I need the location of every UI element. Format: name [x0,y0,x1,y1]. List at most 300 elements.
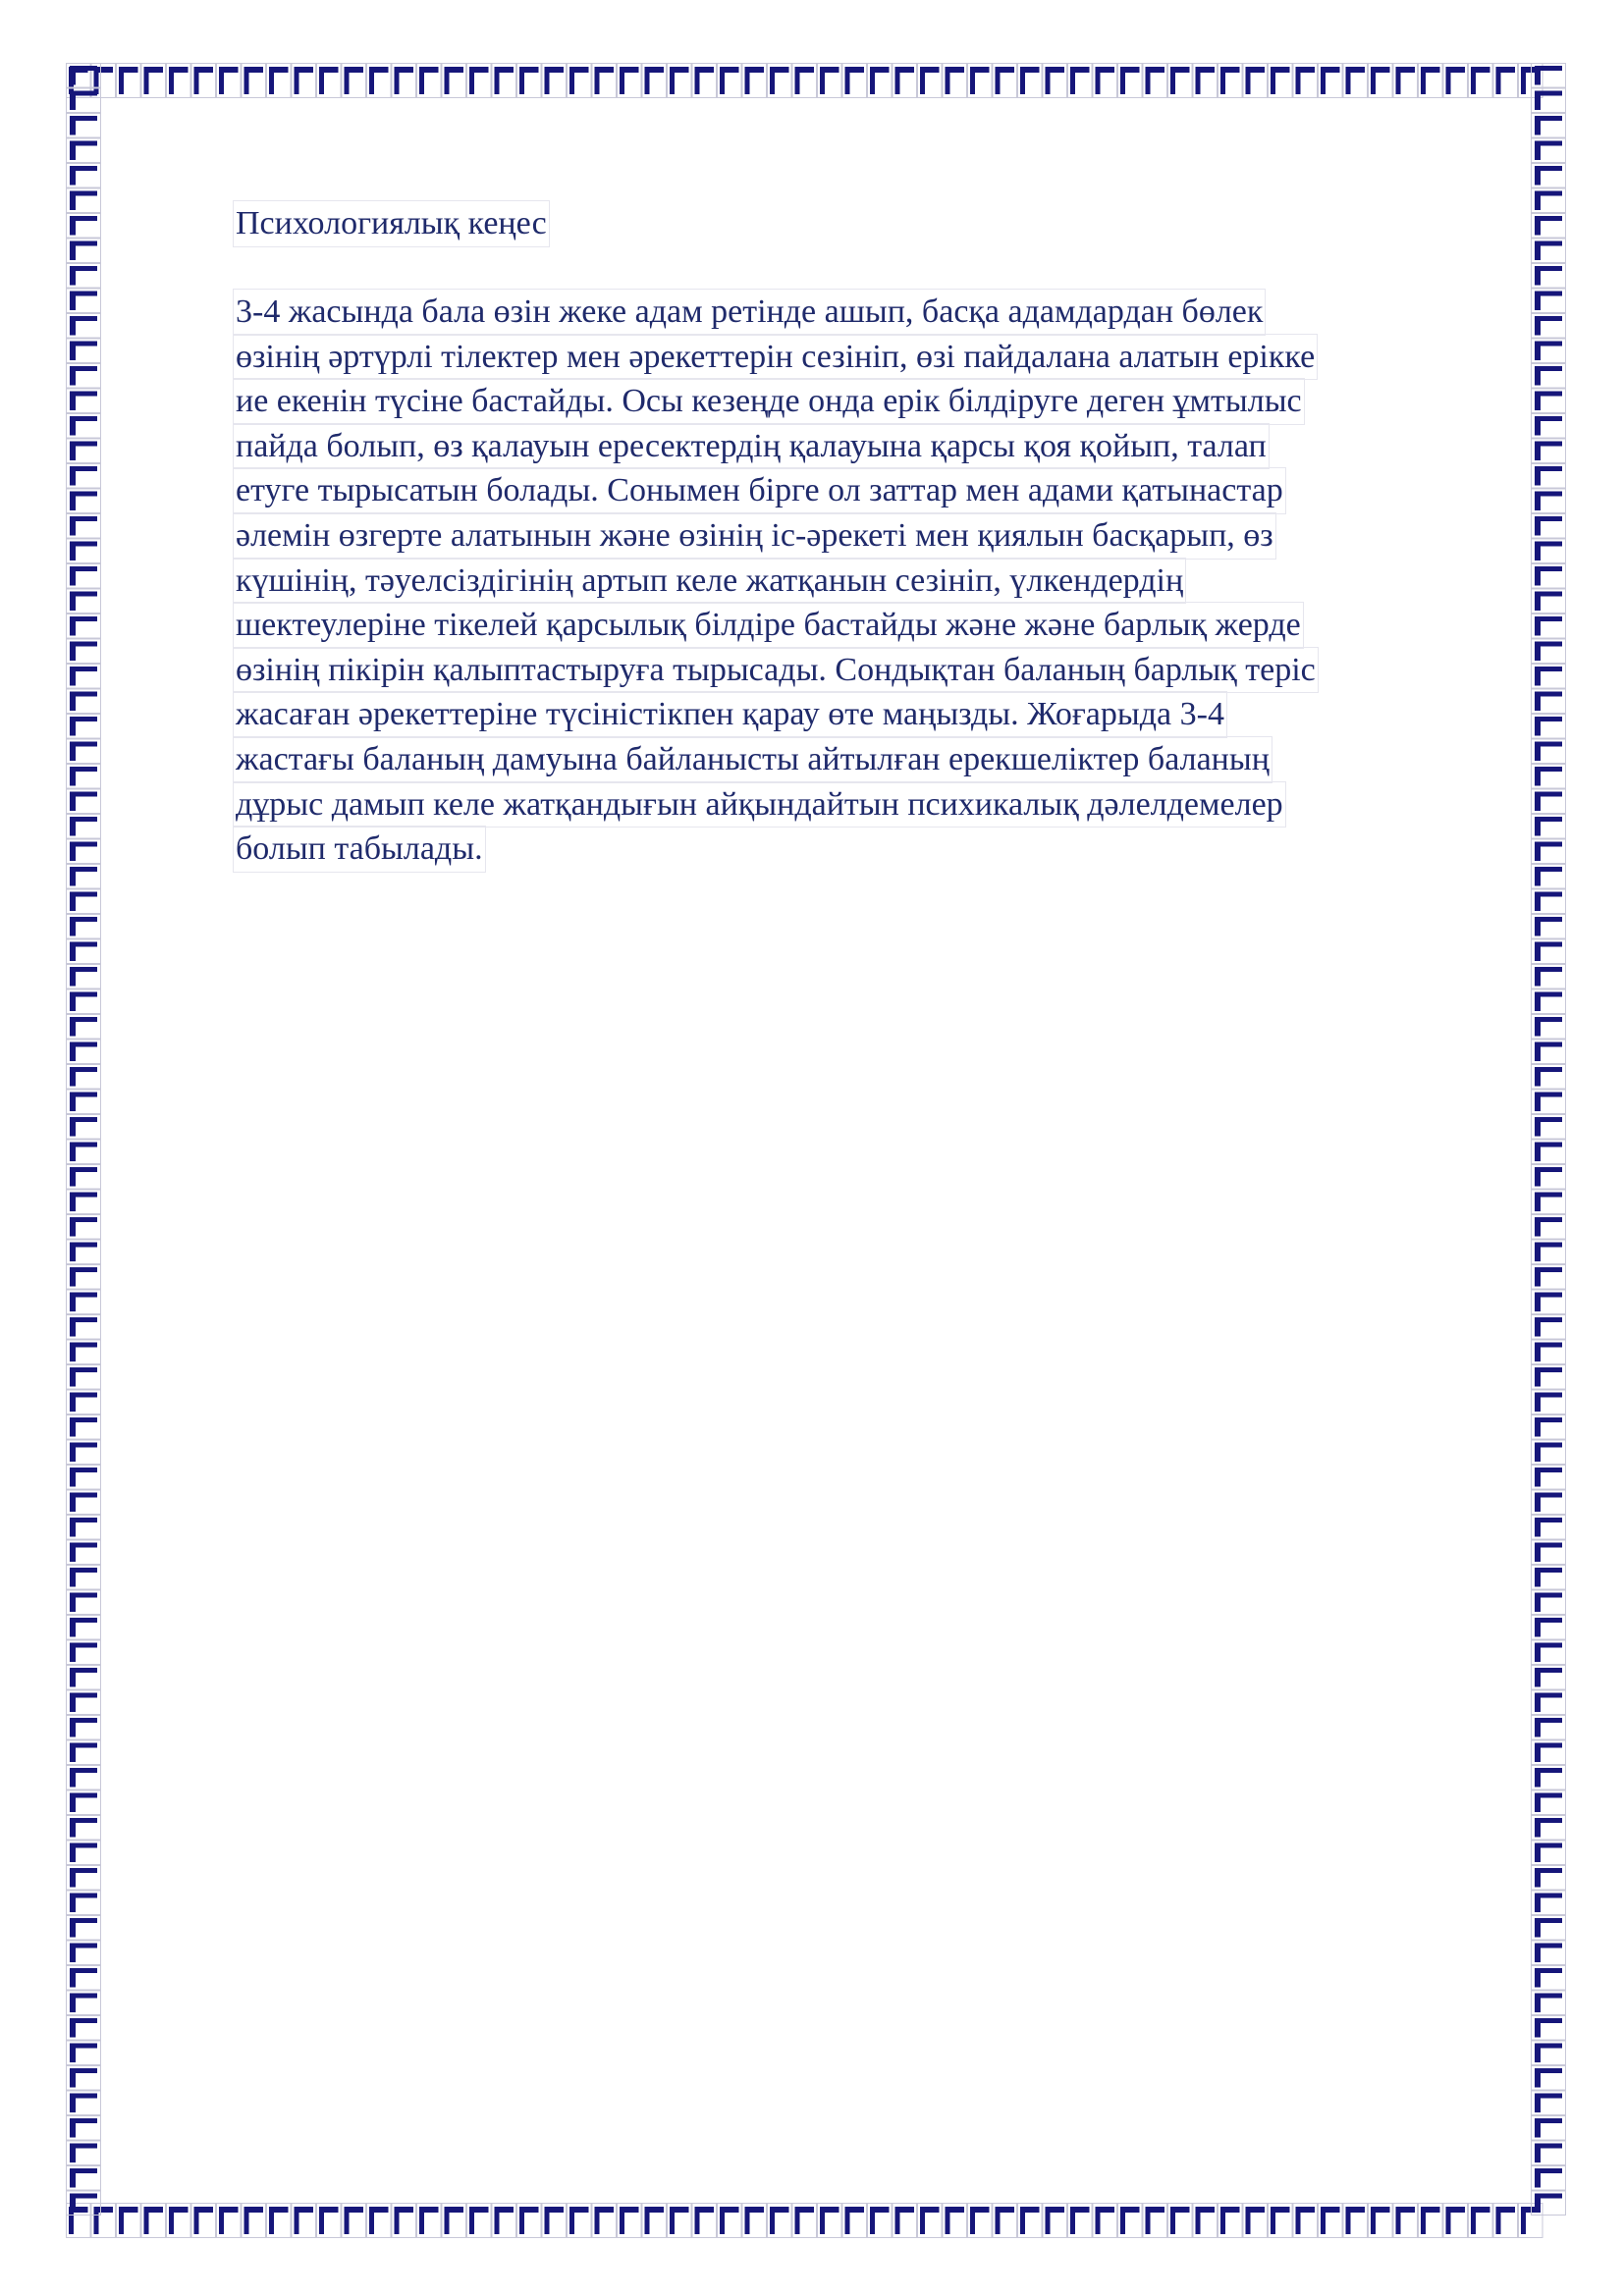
decorative-border-top [66,63,1566,98]
border-tile [67,88,101,113]
border-tile [1218,64,1243,98]
border-tile [67,64,101,88]
border-tile [67,1866,101,1891]
border-tile [1532,1290,1566,1314]
border-tile [1532,689,1566,714]
border-tile [1532,188,1566,213]
border-tile [67,2041,101,2065]
border-tile [1469,2204,1493,2238]
border-tile [1532,539,1566,563]
border-tile [67,1490,101,1515]
border-tile [67,1816,101,1841]
border-tile [1193,64,1218,98]
border-tile [1143,64,1167,98]
border-tile [292,2204,316,2238]
border-tile [1532,765,1566,789]
border-tile [1532,2166,1566,2191]
border-tile [1532,1015,1566,1040]
border-tile [67,989,101,1014]
border-tile [1532,1540,1566,1565]
border-tile [67,1740,101,1765]
border-tile [592,64,617,98]
border-tile [67,789,101,814]
border-tile [1532,1265,1566,1290]
border-tile [367,64,392,98]
border-tile [1269,2204,1293,2238]
border-tile [1118,2204,1143,2238]
border-tile [868,2204,893,2238]
border-tile [1532,1941,1566,1965]
border-tile [1393,2204,1418,2238]
border-tile [1218,2204,1243,2238]
border-tile [67,439,101,463]
text-line-wrapper [233,467,1489,512]
border-tile [67,965,101,989]
text-line-wrapper [233,691,1489,736]
border-tile [67,1616,101,1640]
border-tile [67,1690,101,1715]
border-tile [1532,1690,1566,1715]
border-tile [67,1516,101,1540]
border-tile [868,64,893,98]
border-tile [67,1165,101,1190]
border-tile [568,64,592,98]
text-line-wrapper [233,512,1489,558]
text-line: күшінің, тәуелсіздігінің артып келе жатқанын сезініп, үлкендердің [233,558,1186,605]
border-tile [1532,1440,1566,1465]
border-tile [1532,1115,1566,1140]
border-tile [1532,364,1566,389]
border-tile [267,64,292,98]
text-line: дұрыс дамып келе жатқандығын айқындайтын психикалық дәлелдемелер [233,781,1286,828]
border-tile [167,2204,191,2238]
border-tile [1532,564,1566,589]
border-tile [267,2204,292,2238]
border-tile [67,2016,101,2041]
border-tile [67,815,101,839]
border-tile [1093,64,1117,98]
border-tile [1018,64,1043,98]
border-tile [67,2066,101,2091]
border-tile [1293,2204,1318,2238]
border-tile [1093,2204,1117,2238]
border-tile [67,1790,101,1815]
border-tile [768,64,792,98]
border-tile [67,1240,101,1264]
border-tile [1532,1891,1566,1915]
border-tile [67,339,101,363]
border-tile [1532,1790,1566,1815]
decorative-border-left [66,63,101,2238]
border-tile [67,514,101,539]
border-tile [67,1015,101,1040]
border-tile [1532,1240,1566,1264]
border-tile [67,138,101,163]
border-tile [842,2204,867,2238]
border-tile [1532,839,1566,864]
border-tile [117,64,141,98]
border-tile [1532,1966,1566,1991]
border-tile [1532,1365,1566,1390]
border-tile [67,1140,101,1164]
border-tile [818,2204,842,2238]
border-tile [1532,1716,1566,1740]
border-tile [67,839,101,864]
border-tile [1168,2204,1193,2238]
text-line: ие екенін түсіне бастайды. Осы кезеңде онда ерік білдіруге деген ұмтылыс [233,378,1305,425]
border-tile [1532,1740,1566,1765]
border-tile [1532,614,1566,639]
border-tile [67,564,101,589]
border-tile [417,2204,442,2238]
border-tile [642,2204,667,2238]
border-tile [1532,939,1566,964]
border-tile [1532,1590,1566,1615]
border-tile [67,188,101,213]
text-line: жасаған әрекеттеріне түсіністікпен қарау өте маңызды. Жоғарыда 3-4 [233,691,1227,738]
border-tile [718,64,742,98]
border-tile [792,2204,817,2238]
border-tile [242,2204,266,2238]
border-tile [1532,214,1566,239]
border-tile [1532,915,1566,939]
border-tile [67,1315,101,1340]
border-tile [67,1666,101,1690]
border-tile [67,239,101,263]
border-tile [943,64,967,98]
text-line-wrapper [233,826,1489,871]
border-tile [392,64,416,98]
border-tile [1369,64,1393,98]
decorative-border-right [1531,63,1566,2238]
text-line-wrapper [233,647,1489,692]
border-tile [67,1340,101,1364]
border-tile [1532,1841,1566,1865]
border-tile [642,64,667,98]
border-tile [492,64,516,98]
border-tile [1469,64,1493,98]
border-tile [1532,414,1566,439]
border-tile [1532,1516,1566,1540]
border-tile [67,1190,101,1214]
document-title: Психологиялық кеңес [233,200,550,247]
border-tile [1532,164,1566,188]
text-line-wrapper [233,378,1489,423]
border-tile [1043,2204,1067,2238]
border-tile [1319,2204,1343,2238]
border-tile [67,1566,101,1590]
border-tile [1532,339,1566,363]
border-tile [1532,2041,1566,2065]
border-tile [1118,64,1143,98]
border-tile [1532,2141,1566,2165]
border-tile [1532,2066,1566,2091]
text-line: жастағы баланың дамуына байланысты айтылған ерекшеліктер баланың [233,736,1272,783]
border-tile [918,2204,943,2238]
border-tile [392,2204,416,2238]
text-line-wrapper [233,334,1489,379]
border-tile [1532,2116,1566,2141]
border-tile [1532,1490,1566,1515]
text-line: етуге тырысатын болады. Сонымен бірге ол заттар мен адами қатынастар [233,467,1286,514]
border-tile [1532,1215,1566,1240]
border-tile [67,1090,101,1114]
border-tile [67,289,101,313]
border-tile [692,64,717,98]
border-tile [1532,114,1566,138]
border-tile [1532,2091,1566,2115]
border-tile [1018,2204,1043,2238]
border-tile [67,1966,101,1991]
border-tile [1243,2204,1268,2238]
border-tile [117,2204,141,2238]
border-tile [1532,1040,1566,1064]
text-line-wrapper [233,602,1489,647]
border-tile [993,64,1017,98]
border-tile [842,64,867,98]
text-line-wrapper [233,558,1489,603]
border-tile [191,2204,216,2238]
border-tile [1532,1065,1566,1090]
document-content [233,200,1489,871]
border-tile [1532,1466,1566,1490]
text-line: әлемін өзгерте алатынын және өзінің іс-әрекеті мен қиялын басқарып, өз [233,512,1276,560]
text-line: 3-4 жасында бала өзін жеке адам ретінде ашып, басқа адамдардан бөлек [233,289,1266,336]
border-tile [1532,589,1566,614]
border-tile [792,64,817,98]
border-tile [1532,389,1566,413]
border-tile [1369,2204,1393,2238]
border-tile [1043,64,1067,98]
border-tile [742,64,767,98]
border-tile [1532,1415,1566,1440]
border-tile [718,2204,742,2238]
text-line-wrapper [233,781,1489,827]
border-tile [67,689,101,714]
border-tile [67,1390,101,1415]
border-tile [217,2204,242,2238]
border-tile [67,389,101,413]
text-line: шектеулеріне тікелей қарсылық білдіре бастайды және және барлық жерде [233,602,1304,649]
border-tile [67,1265,101,1290]
border-tile [67,915,101,939]
border-tile [67,1841,101,1865]
border-tile [67,1215,101,1240]
border-tile [1168,64,1193,98]
border-tile [67,1891,101,1915]
border-tile [67,715,101,739]
border-tile [1532,989,1566,1014]
border-tile [1532,1640,1566,1665]
border-tile [342,64,366,98]
border-tile [67,1115,101,1140]
border-tile [1532,1916,1566,1941]
border-tile [467,2204,492,2238]
border-tile [742,2204,767,2238]
border-tile [67,1716,101,1740]
border-tile [67,314,101,339]
border-tile [467,64,492,98]
border-tile [67,214,101,239]
border-tile [542,64,567,98]
border-tile [1532,464,1566,489]
text-line: өзінің әртүрлі тілектер мен әрекеттерін сезініп, өзі пайдалана алатын ерікке [233,334,1318,381]
border-tile [292,64,316,98]
border-tile [1493,2204,1518,2238]
border-tile [67,589,101,614]
border-tile [67,614,101,639]
border-tile [191,64,216,98]
border-tile [442,64,466,98]
border-tile [367,2204,392,2238]
text-line: болып табылады. [233,826,486,873]
border-tile [1293,64,1318,98]
border-tile [67,1640,101,1665]
border-tile [517,64,542,98]
border-tile [1532,289,1566,313]
border-tile [67,1466,101,1490]
border-tile [1532,1991,1566,2015]
border-tile [1532,64,1566,88]
decorative-border-bottom [66,2203,1566,2238]
border-tile [141,2204,166,2238]
border-tile [67,364,101,389]
text-line-wrapper [233,423,1489,468]
border-tile [67,1991,101,2015]
border-tile [943,2204,967,2238]
border-tile [67,665,101,689]
border-tile [1532,1816,1566,1841]
border-tile [1419,2204,1443,2238]
border-tile [492,2204,516,2238]
border-tile [67,1365,101,1390]
border-tile [1532,1340,1566,1364]
border-tile [1393,64,1418,98]
border-tile [1443,2204,1468,2238]
border-tile [242,64,266,98]
border-tile [618,2204,642,2238]
border-tile [1343,64,1368,98]
border-tile [67,2116,101,2141]
border-tile [217,64,242,98]
border-tile [993,2204,1017,2238]
border-tile [918,64,943,98]
border-tile [1532,965,1566,989]
border-tile [67,1040,101,1064]
border-tile [1068,64,1093,98]
border-tile [1532,715,1566,739]
border-tile [141,64,166,98]
text-line-wrapper [233,289,1489,334]
text-line: пайда болып, өз қалауын ересектердің қалауына қарсы қоя қойып, талап [233,423,1270,470]
border-tile [67,164,101,188]
border-tile [67,765,101,789]
border-tile [317,64,342,98]
border-tile [768,2204,792,2238]
border-tile [67,889,101,914]
border-tile [1532,439,1566,463]
border-tile [1532,2016,1566,2041]
border-tile [1269,64,1293,98]
border-tile [67,2191,101,2216]
border-tile [67,1941,101,1965]
border-tile [342,2204,366,2238]
border-tile [1443,64,1468,98]
border-tile [668,2204,692,2238]
border-tile [1493,64,1518,98]
border-tile [1532,1616,1566,1640]
border-tile [542,2204,567,2238]
text-line: өзінің пікірін қалыптастыруға тырысады. Сондықтан баланың барлық теріс [233,647,1319,694]
border-tile [1532,739,1566,764]
border-tile [893,64,917,98]
border-tile [1532,889,1566,914]
border-tile [1193,2204,1218,2238]
border-tile [67,639,101,664]
border-tile [67,1290,101,1314]
border-tile [67,1540,101,1565]
border-tile [67,939,101,964]
border-tile [1319,64,1343,98]
border-tile [67,539,101,563]
body-paragraph [233,289,1489,871]
border-tile [818,64,842,98]
border-tile [1532,1315,1566,1340]
border-tile [1532,789,1566,814]
border-tile [67,464,101,489]
border-tile [1532,1140,1566,1164]
border-tile [67,414,101,439]
border-tile [1532,264,1566,289]
border-tile [1532,1766,1566,1790]
border-tile [1532,1666,1566,1690]
border-tile [67,489,101,513]
border-tile [1068,2204,1093,2238]
border-tile [442,2204,466,2238]
border-tile [1343,2204,1368,2238]
border-tile [1532,2191,1566,2216]
border-tile [417,64,442,98]
border-tile [67,739,101,764]
border-tile [692,2204,717,2238]
border-tile [67,114,101,138]
border-tile [668,64,692,98]
border-tile [67,2166,101,2191]
border-tile [67,2091,101,2115]
border-tile [1532,138,1566,163]
border-tile [1532,1190,1566,1214]
border-tile [1532,239,1566,263]
border-tile [1143,2204,1167,2238]
border-tile [1243,64,1268,98]
border-tile [1532,1566,1566,1590]
border-tile [568,2204,592,2238]
border-tile [67,1415,101,1440]
border-tile [517,2204,542,2238]
border-tile [167,64,191,98]
border-tile [1532,1866,1566,1891]
border-tile [968,64,993,98]
border-tile [1532,1165,1566,1190]
border-tile [1532,865,1566,889]
border-tile [1532,514,1566,539]
border-tile [1532,1090,1566,1114]
border-tile [1532,815,1566,839]
border-tile [592,2204,617,2238]
border-tile [618,64,642,98]
border-tile [893,2204,917,2238]
border-tile [67,2141,101,2165]
